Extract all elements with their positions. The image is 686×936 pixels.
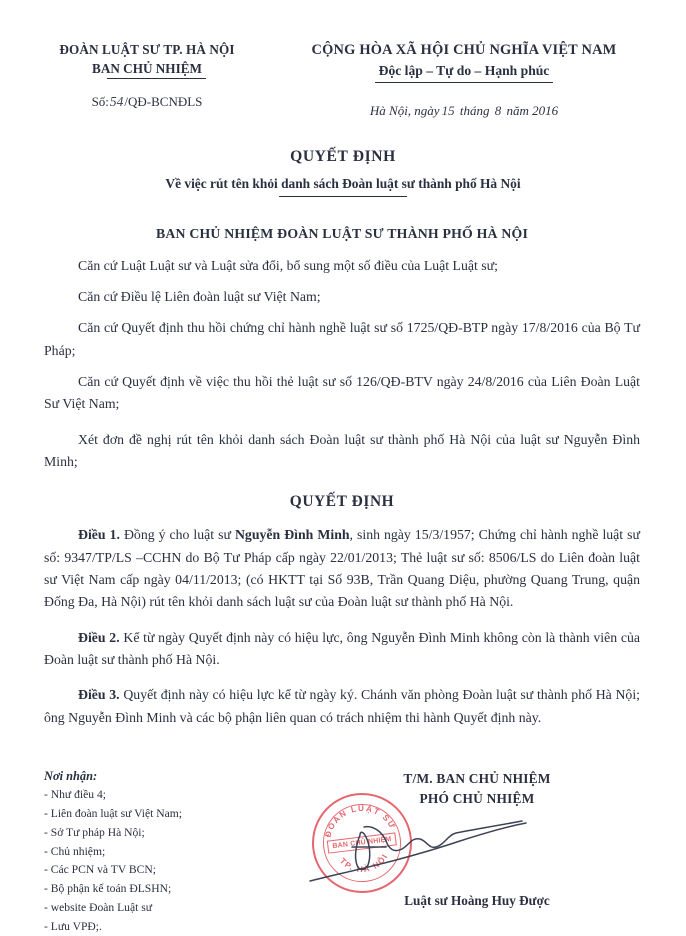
article-1-label: Điều 1.	[78, 527, 120, 543]
seal-arc-top-text: ĐOÀN LUẬT SƯ	[323, 804, 398, 839]
recipients-list	[44, 786, 294, 936]
preamble-clause: Xét đơn đề nghị rút tên khỏi danh sách Đoàn luật sư thành phố Hà Nội của luật sư Nguyễn Đình Minh;	[44, 431, 640, 470]
signature-area	[294, 804, 660, 893]
document-number-label: Số:	[91, 94, 109, 110]
article-3	[44, 684, 640, 729]
article-1	[44, 524, 640, 613]
document-number	[28, 94, 266, 110]
article-2-label: Điều 2.	[78, 629, 120, 645]
preamble-clause: Căn cứ Quyết định về việc thu hồi thẻ luật sư số 126/QĐ-BTV ngày 24/8/2016 của Liên Đoàn Luật Sư Việt Nam;	[44, 374, 640, 412]
decision-heading: QUYẾT ĐỊNH	[289, 493, 395, 511]
document-header	[0, 0, 686, 119]
issuing-authority: BAN CHỦ NHIỆM ĐOÀN LUẬT SƯ THÀNH PHỐ HÀ NỘI	[155, 225, 529, 241]
signer-role-line-2: PHÓ CHỦ NHIỆM	[419, 791, 535, 807]
signer-name: Luật sư Hoàng Huy Được	[404, 893, 550, 909]
preamble-clause: Căn cứ Luật Luật sư và Luật sửa đổi, bổ sung một số điều của Luật Luật sư;	[78, 257, 498, 273]
organization-subunit: BAN CHỦ NHIỆM	[92, 59, 202, 78]
national-motto: Độc lập – Tự do – Hạnh phúc	[379, 61, 550, 81]
list-item: - Lưu VPĐ;.	[44, 919, 102, 933]
document-number-suffix: /QĐ-BCNĐLS	[124, 94, 203, 110]
date-prefix: Hà Nội, ngày	[369, 103, 440, 119]
list-item: - Chủ nhiệm;	[44, 844, 106, 858]
document-body	[0, 226, 686, 730]
official-seal-icon	[306, 787, 417, 898]
seal-center-label: BAN CHỦ NHIỆM	[327, 832, 397, 853]
article-3-label: Điều 3.	[78, 687, 120, 703]
recipients-title: Nơi nhận:	[44, 769, 98, 784]
organization-name: ĐOÀN LUẬT SƯ TP. HÀ NỘI	[59, 42, 235, 57]
signer-role-line-1: T/M. BAN CHỦ NHIỆM	[403, 771, 551, 787]
preamble-clause: Căn cứ Điều lệ Liên đoàn luật sư Việt Nam;	[78, 289, 321, 304]
list-item: - Như điều 4;	[44, 788, 106, 802]
list-item: - Sở Tư pháp Hà Nội;	[44, 825, 145, 839]
list-item: - Liên đoàn luật sư Việt Nam;	[44, 806, 183, 820]
document-footer	[0, 743, 686, 936]
date-month-label: tháng	[459, 103, 490, 119]
seal-arc-bottom-text: TP. HÀ NỘI	[337, 852, 391, 875]
article-1-subject: Nguyễn Đình Minh	[234, 527, 350, 543]
national-heading-block	[266, 40, 658, 119]
date-year: năm 2016	[506, 103, 559, 119]
article-1-lead: Đồng ý cho luật sư	[119, 527, 235, 543]
document-number-handwritten: 54	[109, 94, 124, 110]
document-title: QUYẾT ĐỊNH	[290, 148, 396, 166]
list-item: - Các PCN và TV BCN;	[44, 863, 156, 877]
article-1-rest: , sinh ngày 15/3/1957; Chứng chỉ hành nghề luật sư số: 9347/TP/LS –CCHN do Bộ Tư Pháp cấp ngày 22/01/2013; Thẻ luật sư số: 8506/LS do Liên đoàn luật sư Việt Nam cấp ngày 04/11/2013; (có HKTT tại Số 93B, Trần Quang Diệu, phường Quang Trung, quận Đống Đa, Hà Nội) rút tên khỏi danh sách luật sư của Đoàn luật sư thành phố Hà Nội.	[44, 527, 640, 610]
article-2-text: Kể từ ngày Quyết định này có hiệu lực, ông Nguyễn Đình Minh không còn là thành viên của Đoàn luật sư thành phố Hà Nội.	[44, 629, 640, 668]
issuing-organization-block	[28, 40, 266, 110]
list-item: - Bộ phận kế toán ĐLSHN;	[44, 882, 172, 896]
date-day-handwritten: 15	[441, 103, 455, 119]
title-block	[0, 145, 686, 195]
place-and-date	[270, 103, 658, 119]
list-item: - website Đoàn Luật sư	[44, 900, 153, 914]
recipients-block	[44, 769, 294, 936]
national-title: CỘNG HÒA XÃ HỘI CHỦ NGHĨA VIỆT NAM	[311, 42, 617, 58]
article-2	[44, 627, 640, 672]
signature-block	[294, 769, 660, 909]
article-3-text: Quyết định này có hiệu lực kể từ ngày ký. Chánh văn phòng Đoàn luật sư thành phố Hà Nội; ông Nguyễn Đình Minh và các bộ phận liên quan có trách nhiệm thi hành Quyết định này.	[44, 687, 640, 725]
document-subtitle: Về việc rút tên khỏi danh sách Đoàn luật sư thành phố Hà Nội	[165, 176, 520, 196]
date-month-handwritten: 8	[494, 103, 502, 119]
preamble-clause: Căn cứ Quyết định thu hồi chứng chỉ hành nghề luật sư số 1725/QĐ-BTP ngày 17/8/2016 của Bộ Tư Pháp;	[44, 320, 640, 358]
